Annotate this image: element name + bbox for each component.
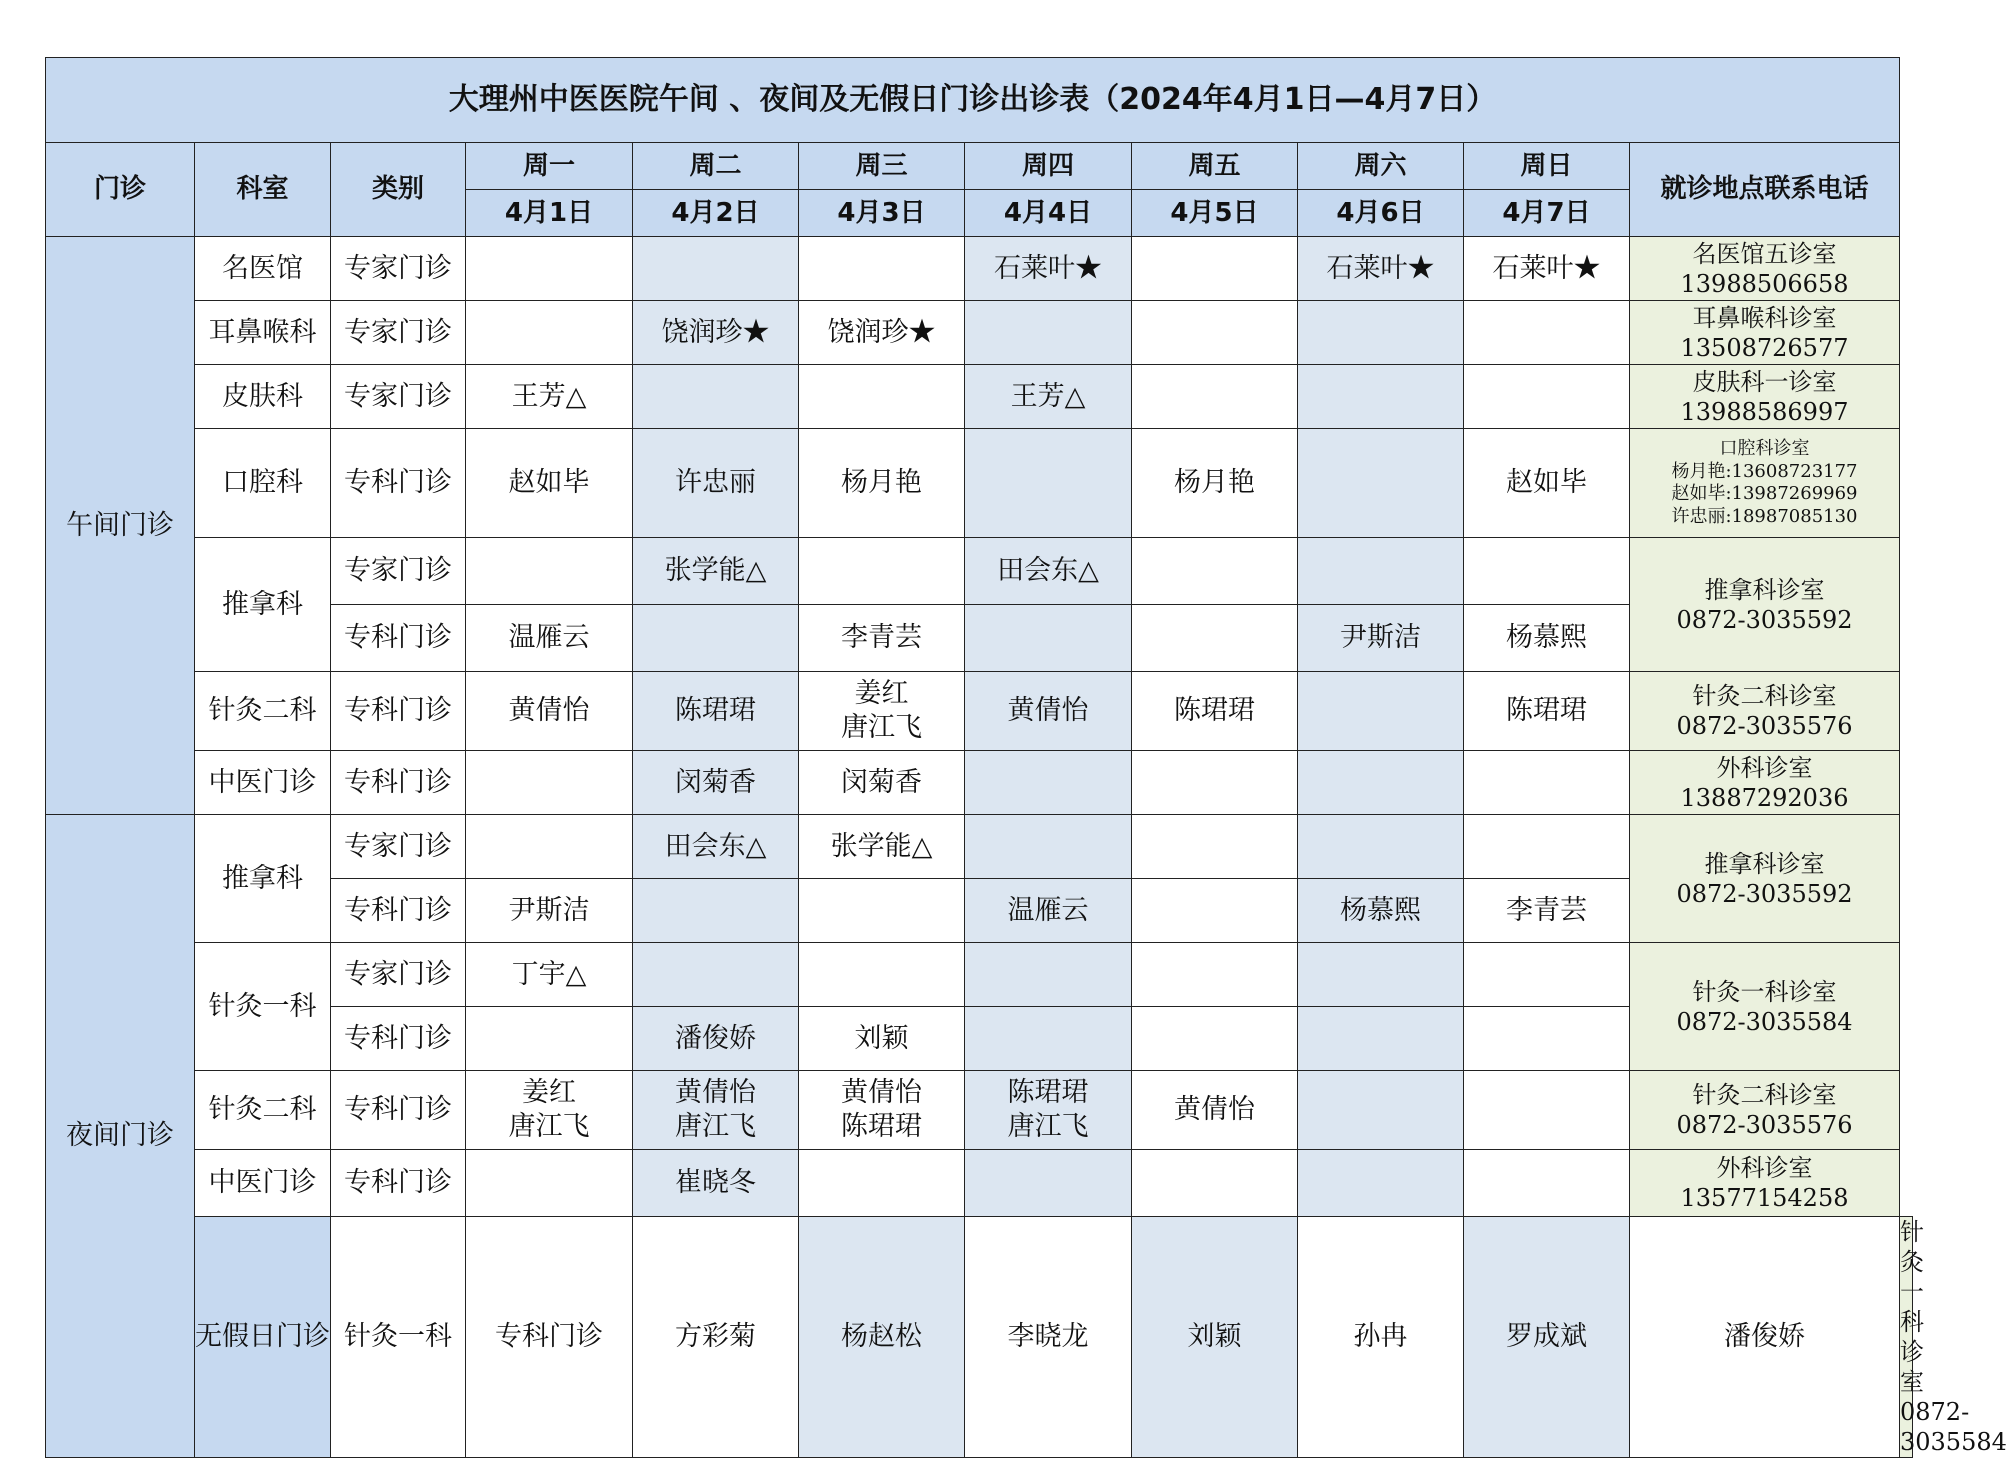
- table-row: [46, 751, 1913, 815]
- doctor-name: 王芳△: [1010, 380, 1086, 412]
- location-phone: 许忠丽:18987085130: [1671, 505, 1858, 527]
- schedule-cell: [633, 1217, 799, 1458]
- type-cell: 专科门诊: [331, 879, 466, 943]
- schedule-cell: [633, 365, 799, 429]
- schedule-cell: [1132, 1071, 1298, 1150]
- doctor-name: 孙冉: [1353, 1321, 1408, 1353]
- header-day: 周六: [1298, 143, 1464, 190]
- schedule-cell: [1298, 1217, 1464, 1458]
- schedule-cell: [799, 943, 965, 1007]
- schedule-cell: [633, 237, 799, 301]
- schedule-cell: [466, 943, 633, 1007]
- doctor-name: 黄倩怡: [508, 695, 590, 727]
- doctor-name: 陈珺珺: [1174, 695, 1255, 727]
- doctor-name: 李晓龙: [1007, 1321, 1089, 1353]
- doctor-name: 石莱叶★: [1492, 252, 1601, 284]
- dept-cell: 耳鼻喉科: [195, 301, 331, 365]
- doctor-name: 石莱叶★: [994, 252, 1102, 284]
- location-name: 外科诊室: [1716, 1154, 1813, 1182]
- schedule-cell: [633, 1071, 799, 1150]
- doctor-name: 潘俊娇: [675, 1022, 756, 1054]
- schedule-cell: [1464, 672, 1630, 751]
- location-cell: [1630, 751, 1900, 815]
- doctor-name: 黄倩怡: [841, 1077, 922, 1109]
- schedule-cell: [799, 237, 965, 301]
- table-title: 大理州中医医院午间 、夜间及无假日门诊出诊表（2024年4月1日—4月7日）: [46, 58, 1900, 143]
- location-phone: 0872-3035592: [1676, 879, 1853, 908]
- doctor-name: 唐江飞: [675, 1111, 756, 1142]
- type-cell: 专家门诊: [331, 538, 466, 605]
- schedule-cell: [1298, 1071, 1464, 1150]
- location-phone: 13577154258: [1680, 1184, 1849, 1212]
- location-name: 针灸一科诊室: [1900, 1218, 1924, 1396]
- header-day: 周四: [965, 143, 1132, 190]
- location-name: 针灸二科诊室: [1692, 682, 1837, 710]
- header-day: 周五: [1132, 143, 1298, 190]
- doctor-name: 姜红: [522, 1077, 576, 1109]
- table-row: [46, 815, 1913, 879]
- schedule-cell: [466, 1007, 633, 1071]
- schedule-cell: [965, 538, 1132, 605]
- table-row: [46, 429, 1913, 538]
- doctor-name: 刘颖: [1187, 1321, 1242, 1353]
- schedule-cell: [466, 605, 633, 672]
- schedule-cell: [1464, 1150, 1630, 1217]
- type-cell: 专家门诊: [331, 237, 466, 301]
- header-date: 4月7日: [1464, 190, 1630, 237]
- schedule-cell: [633, 1150, 799, 1217]
- doctor-name: 田会东△: [664, 830, 767, 862]
- location-name: 皮肤科一诊室: [1692, 367, 1837, 396]
- location-cell: [1630, 815, 1900, 943]
- location-cell: [1630, 538, 1900, 672]
- schedule-cell: [1132, 1217, 1298, 1458]
- schedule-cell: [1464, 301, 1630, 365]
- location-phone: 0872-3035576: [1676, 712, 1853, 740]
- schedule-cell: [1132, 943, 1298, 1007]
- dept-cell: 针灸二科: [195, 1071, 331, 1150]
- doctor-name: 陈珺珺: [1007, 1077, 1089, 1109]
- section-label: 夜间门诊: [46, 815, 195, 1458]
- schedule-cell: [466, 1150, 633, 1217]
- type-cell: 专家门诊: [331, 365, 466, 429]
- schedule-cell: [1132, 301, 1298, 365]
- doctor-name: 唐江飞: [1007, 1111, 1089, 1142]
- location-name: 针灸一科诊室: [1692, 977, 1837, 1006]
- schedule-cell: [633, 1007, 799, 1071]
- table-row: [46, 365, 1913, 429]
- schedule-cell: [965, 1217, 1132, 1458]
- schedule-cell: [1298, 429, 1464, 538]
- location-name: 外科诊室: [1716, 753, 1813, 782]
- doctor-name: 温雁云: [508, 622, 590, 654]
- doctor-name: 王芳△: [511, 380, 587, 412]
- schedule-cell: [466, 815, 633, 879]
- schedule-cell: [1132, 538, 1298, 605]
- doctor-name: 赵如毕: [508, 467, 590, 499]
- schedule-cell: [633, 943, 799, 1007]
- doctor-name: 石莱叶★: [1326, 252, 1435, 284]
- location-name: 推拿科诊室: [1704, 575, 1825, 604]
- location-cell: [1630, 943, 1900, 1071]
- header-day: 周二: [633, 143, 799, 190]
- schedule-cell: [1464, 1071, 1630, 1150]
- dept-cell: 名医馆: [195, 237, 331, 301]
- section-label: 午间门诊: [46, 237, 195, 815]
- location-name: 口腔科诊室: [1719, 438, 1810, 459]
- schedule-cell: [633, 605, 799, 672]
- table-row: [46, 1071, 1913, 1150]
- schedule-cell: [633, 879, 799, 943]
- header-day: 周日: [1464, 143, 1630, 190]
- schedule-cell: [466, 237, 633, 301]
- location-phone: 0872-3035584: [1900, 1398, 2007, 1456]
- header-day: 周三: [799, 143, 965, 190]
- schedule-cell: [1298, 1007, 1464, 1071]
- dept-cell: 皮肤科: [195, 365, 331, 429]
- schedule-cell: [965, 1007, 1132, 1071]
- table-row: [46, 237, 1913, 301]
- schedule-cell: [1132, 237, 1298, 301]
- header-date: 4月1日: [466, 190, 633, 237]
- location-phone: 0872-3035576: [1676, 1111, 1853, 1139]
- schedule-cell: [965, 1071, 1132, 1150]
- schedule-cell: [633, 538, 799, 605]
- doctor-name: 唐江飞: [841, 712, 922, 743]
- dept-cell: 推拿科: [195, 815, 331, 943]
- location-cell: [1630, 301, 1900, 365]
- location-cell: [1630, 1071, 1900, 1150]
- schedule-cell: [965, 751, 1132, 815]
- doctor-name: 李青芸: [1506, 894, 1587, 926]
- schedule-cell: [633, 815, 799, 879]
- type-cell: 专科门诊: [331, 1150, 466, 1217]
- location-name: 推拿科诊室: [1704, 849, 1825, 878]
- dept-cell: 针灸一科: [331, 1217, 466, 1458]
- schedule-cell: [965, 605, 1132, 672]
- schedule-cell: [799, 429, 965, 538]
- schedule-cell: [633, 301, 799, 365]
- schedule-cell: [799, 538, 965, 605]
- doctor-name: 许忠丽: [675, 467, 756, 499]
- schedule-cell: [1464, 815, 1630, 879]
- location-phone: 0872-3035584: [1676, 1007, 1853, 1036]
- schedule-cell: [965, 672, 1132, 751]
- doctor-name: 罗成斌: [1506, 1321, 1587, 1353]
- doctor-name: 温雁云: [1007, 894, 1089, 926]
- doctor-name: 黄倩怡: [675, 1077, 756, 1109]
- location-cell: [1630, 672, 1900, 751]
- table-row: [46, 1217, 1913, 1458]
- schedule-cell: [1464, 1007, 1630, 1071]
- schedule-cell: [965, 365, 1132, 429]
- schedule-cell: [799, 605, 965, 672]
- schedule-cell: [1464, 429, 1630, 538]
- schedule-cell: [1464, 237, 1630, 301]
- doctor-name: 陈珺珺: [675, 695, 756, 727]
- schedule-cell: [1132, 751, 1298, 815]
- schedule-cell: [1132, 605, 1298, 672]
- section-label: 无假日门诊: [195, 1217, 331, 1458]
- type-cell: 专科门诊: [331, 1071, 466, 1150]
- schedule-cell: [1298, 815, 1464, 879]
- schedule-cell: [466, 538, 633, 605]
- schedule-cell: [965, 237, 1132, 301]
- doctor-name: 杨月艳: [1174, 467, 1255, 499]
- doctor-name: 杨慕熙: [1340, 894, 1421, 926]
- schedule-cell: [1464, 605, 1630, 672]
- header-type: 类别: [331, 143, 466, 237]
- schedule-cell: [1298, 751, 1464, 815]
- location-phone: 13988506658: [1680, 269, 1849, 298]
- dept-cell: 中医门诊: [195, 1150, 331, 1217]
- header-clinic: 门诊: [46, 143, 195, 237]
- schedule-cell: [1132, 815, 1298, 879]
- schedule-cell: [466, 672, 633, 751]
- location-cell: [1630, 237, 1900, 301]
- schedule-cell: [1298, 879, 1464, 943]
- schedule-cell: [1298, 365, 1464, 429]
- header-date: 4月6日: [1298, 190, 1464, 237]
- doctor-name: 陈珺珺: [841, 1111, 922, 1142]
- schedule-cell: [1298, 943, 1464, 1007]
- table-row: [46, 301, 1913, 365]
- header-date: 4月3日: [799, 190, 965, 237]
- schedule-cell: [1298, 1150, 1464, 1217]
- schedule-cell: [466, 1071, 633, 1150]
- table-row: [46, 538, 1913, 605]
- doctor-name: 饶润珍★: [661, 316, 770, 348]
- doctor-name: 潘俊娇: [1724, 1321, 1805, 1353]
- schedule-cell: [965, 301, 1132, 365]
- doctor-name: 尹斯洁: [508, 894, 590, 926]
- header-date: 4月2日: [633, 190, 799, 237]
- schedule-cell: [965, 879, 1132, 943]
- schedule-cell: [466, 301, 633, 365]
- location-name: 名医馆五诊室: [1692, 239, 1837, 268]
- table-row: [46, 672, 1913, 751]
- schedule-cell: [1298, 237, 1464, 301]
- doctor-name: 唐江飞: [508, 1111, 590, 1142]
- doctor-name: 闵菊香: [675, 766, 756, 798]
- schedule-cell: [1132, 365, 1298, 429]
- table-row: [46, 943, 1913, 1007]
- dept-cell: 口腔科: [195, 429, 331, 538]
- type-cell: 专科门诊: [331, 605, 466, 672]
- schedule-cell: [965, 815, 1132, 879]
- doctor-name: 丁宇△: [511, 958, 587, 990]
- schedule-cell: [1464, 751, 1630, 815]
- location-cell: [1630, 1150, 1900, 1217]
- schedule-cell: [633, 429, 799, 538]
- doctor-name: 闵菊香: [841, 766, 922, 798]
- schedule-cell: [799, 1007, 965, 1071]
- type-cell: 专科门诊: [331, 429, 466, 538]
- schedule-cell: [799, 1217, 965, 1458]
- schedule-cell: [799, 1150, 965, 1217]
- doctor-name: 赵如毕: [1506, 467, 1587, 499]
- schedule-cell: [799, 815, 965, 879]
- location-phone: 0872-3035592: [1676, 605, 1853, 634]
- schedule-cell: [965, 943, 1132, 1007]
- doctor-name: 张学能△: [830, 830, 933, 862]
- doctor-name: 黄倩怡: [1174, 1094, 1255, 1126]
- location-phone: 13508726577: [1680, 333, 1849, 362]
- schedule-cell: [1464, 943, 1630, 1007]
- schedule-cell: [1132, 1007, 1298, 1071]
- schedule-cell: [1132, 429, 1298, 538]
- location-phone: 杨月艳:13608723177: [1671, 460, 1858, 482]
- doctor-name: 杨月艳: [841, 467, 922, 499]
- doctor-name: 杨赵松: [841, 1321, 922, 1353]
- doctor-name: 杨慕熙: [1506, 622, 1587, 654]
- schedule-cell: [799, 301, 965, 365]
- schedule-cell: [1298, 672, 1464, 751]
- type-cell: 专家门诊: [331, 943, 466, 1007]
- type-cell: 专家门诊: [331, 815, 466, 879]
- schedule-cell: [1298, 301, 1464, 365]
- schedule-cell: [466, 365, 633, 429]
- location-name: 针灸二科诊室: [1692, 1081, 1837, 1109]
- location-cell: [1630, 429, 1900, 538]
- schedule-cell: [1464, 365, 1630, 429]
- schedule-cell: [1298, 605, 1464, 672]
- schedule-cell: [466, 429, 633, 538]
- doctor-name: 田会东△: [997, 555, 1099, 587]
- schedule-cell: [466, 751, 633, 815]
- type-cell: 专科门诊: [331, 1007, 466, 1071]
- type-cell: 专科门诊: [466, 1217, 633, 1458]
- doctor-name: 尹斯洁: [1340, 622, 1421, 654]
- doctor-name: 崔晓冬: [675, 1167, 756, 1199]
- header-day: 周一: [466, 143, 633, 190]
- location-name: 耳鼻喉科诊室: [1692, 303, 1837, 332]
- schedule-cell: [799, 879, 965, 943]
- location-phone: 赵如毕:13987269969: [1671, 483, 1858, 504]
- location-phone: 13988586997: [1680, 397, 1849, 426]
- header-location: 就诊地点联系电话: [1630, 143, 1900, 237]
- dept-cell: 推拿科: [195, 538, 331, 672]
- schedule-cell: [1132, 1150, 1298, 1217]
- schedule-cell: [1132, 672, 1298, 751]
- schedule-cell: [1464, 879, 1630, 943]
- schedule-cell: [466, 879, 633, 943]
- schedule-cell: [633, 751, 799, 815]
- schedule-cell: [965, 429, 1132, 538]
- doctor-name: 饶润珍★: [827, 316, 936, 348]
- doctor-name: 姜红: [854, 678, 909, 710]
- header-date: 4月4日: [965, 190, 1132, 237]
- table-row: [46, 1150, 1913, 1217]
- location-cell: [1900, 1217, 2007, 1458]
- schedule-cell: [799, 1071, 965, 1150]
- header-date: 4月5日: [1132, 190, 1298, 237]
- location-cell: [1630, 365, 1900, 429]
- type-cell: 专科门诊: [331, 672, 466, 751]
- schedule-cell: [799, 672, 965, 751]
- location-phone: 13887292036: [1680, 783, 1849, 812]
- type-cell: 专家门诊: [331, 301, 466, 365]
- header-dept: 科室: [195, 143, 331, 237]
- doctor-name: 刘颖: [854, 1022, 909, 1054]
- schedule-cell: [633, 672, 799, 751]
- schedule-cell: [965, 1150, 1132, 1217]
- dept-cell: 针灸一科: [195, 943, 331, 1071]
- doctor-name: 张学能△: [664, 555, 767, 587]
- doctor-name: 李青芸: [841, 622, 922, 654]
- schedule-table: [45, 57, 2007, 1458]
- dept-cell: 针灸二科: [195, 672, 331, 751]
- doctor-name: 黄倩怡: [1007, 695, 1089, 727]
- dept-cell: 中医门诊: [195, 751, 331, 815]
- schedule-cell: [1464, 538, 1630, 605]
- schedule-cell: [799, 365, 965, 429]
- doctor-name: 方彩菊: [675, 1321, 756, 1353]
- schedule-cell: [799, 751, 965, 815]
- doctor-name: 陈珺珺: [1506, 695, 1587, 727]
- schedule-cell: [1464, 1217, 1630, 1458]
- schedule-cell: [1298, 538, 1464, 605]
- schedule-cell: [1630, 1217, 1900, 1458]
- schedule-cell: [1132, 879, 1298, 943]
- type-cell: 专科门诊: [331, 751, 466, 815]
